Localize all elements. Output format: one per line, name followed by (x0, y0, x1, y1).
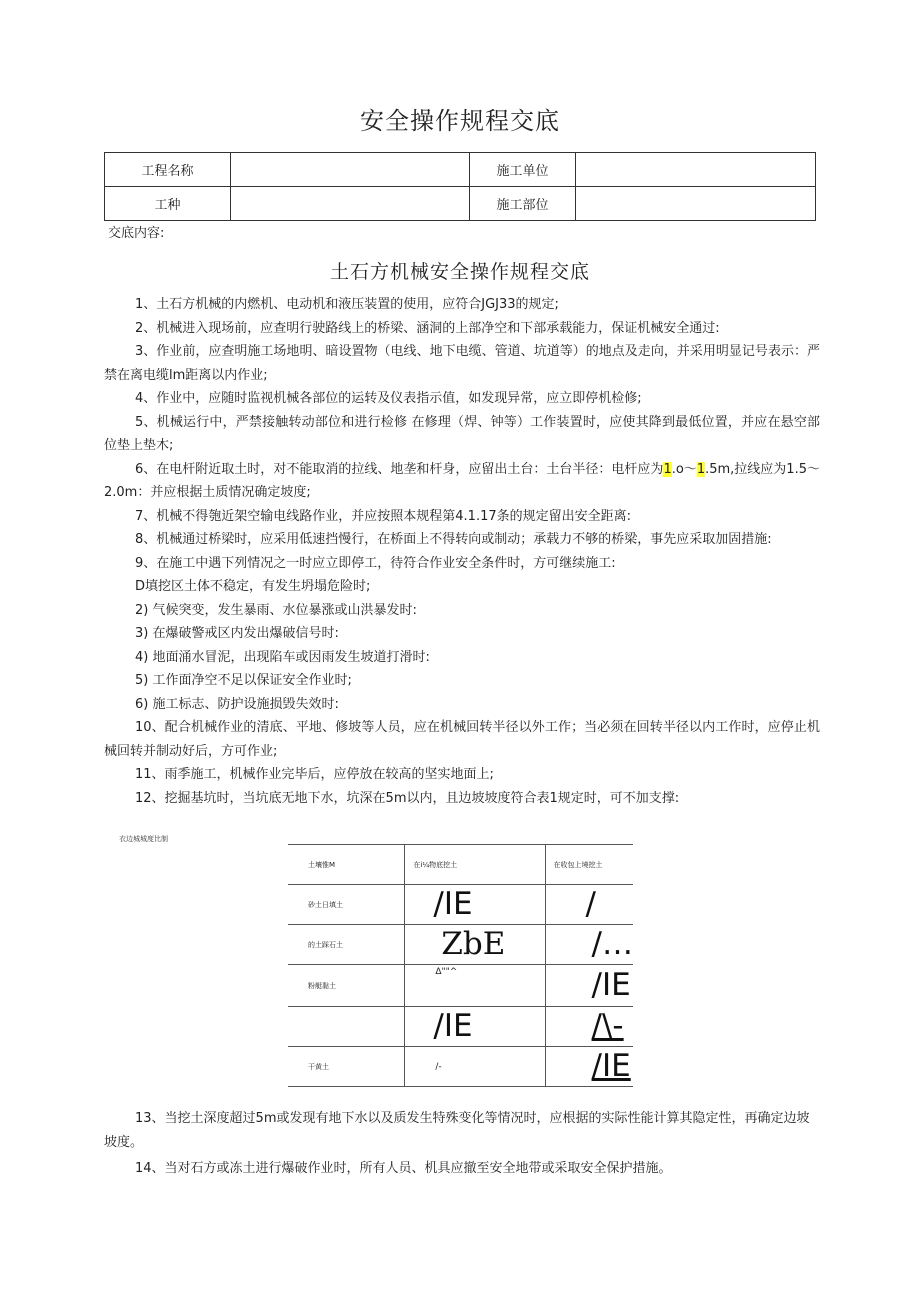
table-row (105, 153, 816, 187)
table-header: 在i¼物底挖土 (405, 845, 545, 885)
project-name-label: 工程名称 (105, 153, 231, 187)
content-label: 交底内容: (108, 226, 165, 241)
item-text: 6、在电杆附近取土时，对不能取消的拉线、地垄和杆身，应留出土台：土台半径：电杆应为 (135, 461, 664, 477)
table-row (288, 1047, 633, 1087)
table-row (288, 845, 633, 885)
list-item: D填挖区土体不稳定，有发生坍塌危险时; (135, 579, 371, 594)
table-cell (288, 1007, 405, 1047)
table-cell: 的土踩石土 (288, 925, 405, 965)
table-cell: 粉艇黏土 (288, 965, 405, 1007)
table-row (288, 1007, 633, 1047)
list-item: 4) 地面涌水冒泥，出现陷车或因雨发生坡道打滑时: (135, 649, 430, 665)
item-text: .5m,拉线应为1.5〜2.0m：并应根据土质情况确定坡度; (104, 461, 820, 500)
list-item: 4、作业中，应随时监视机械各部位的运转及仪表指示值，如发现异常，应立即停机检修; (135, 391, 642, 406)
trade-label: 工种 (105, 187, 231, 221)
list-item (104, 458, 820, 505)
list-item: 2) 气候突变，发生暴雨、水位暴涨或山洪暴发时: (135, 602, 417, 618)
unit-value (576, 153, 816, 187)
table-header: 土壤惟M (288, 845, 405, 885)
slope-table (288, 844, 633, 1087)
table-cell: /IE (591, 967, 631, 1003)
list-item: 9、在施工中遇下列情况之一时应立即停工，待符合作业安全条件时，方可继续施工: (135, 555, 616, 571)
section-title: 土石方机械安全操作规程交底 (329, 261, 590, 283)
table-cell: /IE (591, 1048, 631, 1084)
list-item: 6) 施工标志、防护设施损毁失效时: (135, 696, 339, 712)
table-cell: ᐃ""^ (435, 967, 458, 977)
content-body (104, 293, 820, 810)
table-cell: / (585, 886, 596, 922)
table-cell: /- (435, 1061, 442, 1072)
list-item: 8、机械通过桥梁时，应采用低速挡慢行，在桥面上不得转向或制动；承载力不够的桥梁，事先应采取加固措施: (135, 532, 772, 547)
info-table (104, 152, 816, 221)
list-item: 14、当对石方或冻土进行爆破作业时，所有人员、机具应撤至安全地带或采取安全保护措施。 (135, 1161, 672, 1176)
list-item: 2、机械进入现场前，应查明行驶路线上的桥梁、涵洞的上部净空和下部承载能力，保证机械安全通过: (135, 320, 720, 336)
highlight-mark: 1 (696, 461, 706, 477)
location-value (576, 187, 816, 221)
table-row (105, 187, 816, 221)
table-cell: /IE (433, 1008, 473, 1044)
table-row (288, 885, 633, 925)
list-item: 10、配合机械作业的清底、平地、修坡等人员，应在机械回转半径以外工作；当必须在回转半径以内工作时，应停止机械回转并制动好后，方可作业; (104, 720, 820, 759)
location-label: 施工部位 (470, 187, 576, 221)
table-cell: /… (591, 926, 633, 962)
project-name-value (231, 153, 470, 187)
table-cell: ZbE (441, 926, 506, 962)
list-item: 11、雨季施工，机械作业完毕后，应停放在较高的坚实地面上; (135, 767, 494, 782)
table-caption: 衣边城城度比制 (119, 835, 168, 843)
page-title: 安全操作规程交底 (360, 107, 560, 135)
highlight-mark: 1 (663, 461, 672, 477)
list-item: 5、机械运行中，严禁接触转动部位和进行检修 在修理（焊、钟等）工作装置时，应使其降到最低位置，并应在悬空部位垫上垫木; (104, 414, 820, 453)
list-item: 5) 工作面净空不足以保证安全作业时; (135, 673, 352, 688)
table-cell: /\- (591, 1008, 624, 1044)
table-cell: /IE (433, 886, 473, 922)
table-row (288, 965, 633, 1007)
trade-value (231, 187, 470, 221)
table-row (288, 925, 633, 965)
table-cell: 干黄土 (288, 1047, 405, 1087)
list-item: 13、当挖土深度超过5m或发现有地下水以及质发生特殊变化等情况时，应根据的实际性能计算其隐定性，再确定边坡坡度。 (104, 1111, 810, 1150)
list-item: 7、机械不得匏近架空输电线路作业，并应按照本规程第4.1.17条的规定留出安全距离: (135, 508, 632, 524)
unit-label: 施工单位 (470, 153, 576, 187)
list-item: 1、土石方机械的内燃机、电动机和液压装置的使用，应符合JGJ33的规定; (135, 297, 559, 312)
list-item: 12、挖掘基坑时，当坑底无地下水，坑深在5m以内，且边坡坡度符合表1规定时，可不加支撑: (135, 790, 680, 806)
list-item: 3) 在爆破警戒区内发出爆破信号时: (135, 626, 339, 641)
list-item: 3、作业前，应查明施工场地明、暗设置物（电线、地下电缆、管道、坑道等）的地点及走向，并采用明显记号表示：严禁在离电缆lm距离以内作业; (104, 344, 820, 383)
table-cell: 砂土日填土 (288, 885, 405, 925)
item-text: .o〜 (671, 461, 697, 477)
table-header: 在收包上境挖土 (545, 845, 633, 885)
